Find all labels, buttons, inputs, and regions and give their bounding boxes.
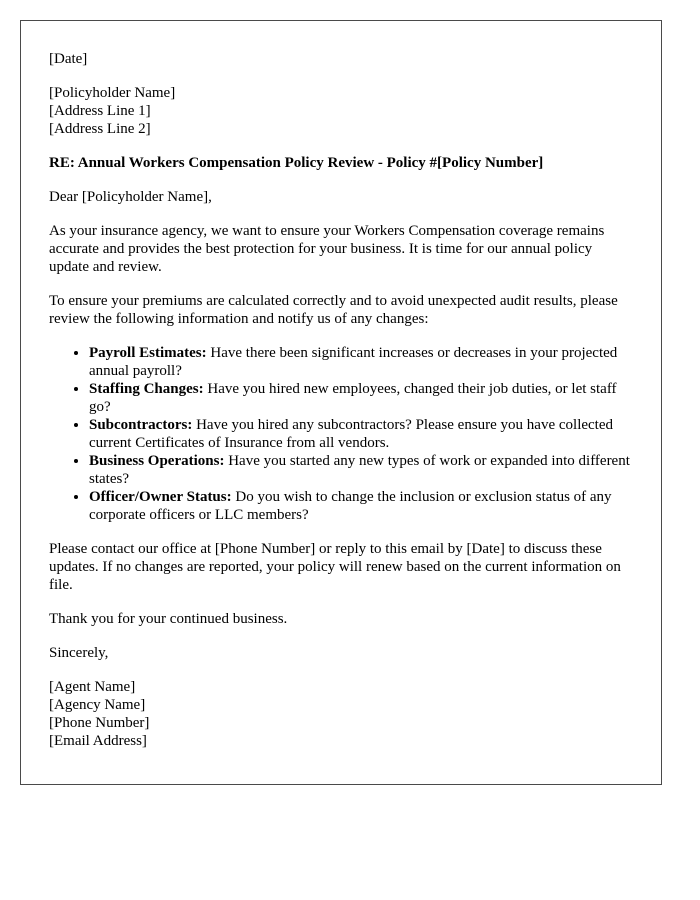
review-checklist xyxy=(49,344,633,524)
checklist-item-text: Have you hired any subcontractors? Please ensure you have collected current Certificates of Insurance from all vendors. xyxy=(89,417,614,451)
checklist-item-officer-status xyxy=(89,488,633,524)
checklist-item-text: Have you started any new types of work or expanded into different states? xyxy=(89,453,630,487)
agent-name: [Agent Name] xyxy=(49,679,136,695)
letter-frame xyxy=(20,20,662,785)
signature-block xyxy=(49,678,633,750)
agent-phone: [Phone Number] xyxy=(49,715,150,731)
checklist-item-payroll xyxy=(89,344,633,380)
contact-paragraph: Please contact our office at [Phone Number] or reply to this email by [Date] to discuss these updates. If no changes are reported, your policy will renew based on the current information on file. xyxy=(49,541,621,593)
checklist-item-label: Staffing Changes: xyxy=(89,381,204,397)
closing: Sincerely, xyxy=(49,645,109,661)
checklist-item-label: Business Operations: xyxy=(89,453,225,469)
agency-name: [Agency Name] xyxy=(49,697,146,713)
checklist-item-label: Subcontractors: xyxy=(89,417,193,433)
recipient-address xyxy=(49,84,633,138)
checklist-item-operations xyxy=(89,452,633,488)
checklist-item-text: Do you wish to change the inclusion or exclusion status of any corporate officers or LLC members? xyxy=(89,489,612,523)
thanks-line: Thank you for your continued business. xyxy=(49,611,288,627)
recipient-address-line-2: [Address Line 2] xyxy=(49,121,151,137)
checklist-item-text: Have you hired new employees, changed their job duties, or let staff go? xyxy=(89,381,617,415)
intro-paragraph: As your insurance agency, we want to ensure your Workers Compensation coverage remains accurate and provides the best protection for your business. It is time for our annual policy update and review. xyxy=(49,223,605,275)
salutation: Dear [Policyholder Name], xyxy=(49,189,212,205)
review-request-paragraph: To ensure your premiums are calculated correctly and to avoid unexpected audit results, please review the following information and notify us of any changes: xyxy=(49,293,618,327)
checklist-item-subcontractors xyxy=(89,416,633,452)
checklist-item-label: Payroll Estimates: xyxy=(89,345,207,361)
checklist-item-text: Have there been significant increases or decreases in your projected annual payroll? xyxy=(89,345,618,379)
subject-line: RE: Annual Workers Compensation Policy Review - Policy #[Policy Number] xyxy=(49,155,544,171)
recipient-address-line-1: [Address Line 1] xyxy=(49,103,151,119)
checklist-item-label: Officer/Owner Status: xyxy=(89,489,232,505)
checklist-item-staffing xyxy=(89,380,633,416)
recipient-name: [Policyholder Name] xyxy=(49,85,176,101)
agent-email: [Email Address] xyxy=(49,733,147,749)
letter-date: [Date] xyxy=(49,51,88,67)
